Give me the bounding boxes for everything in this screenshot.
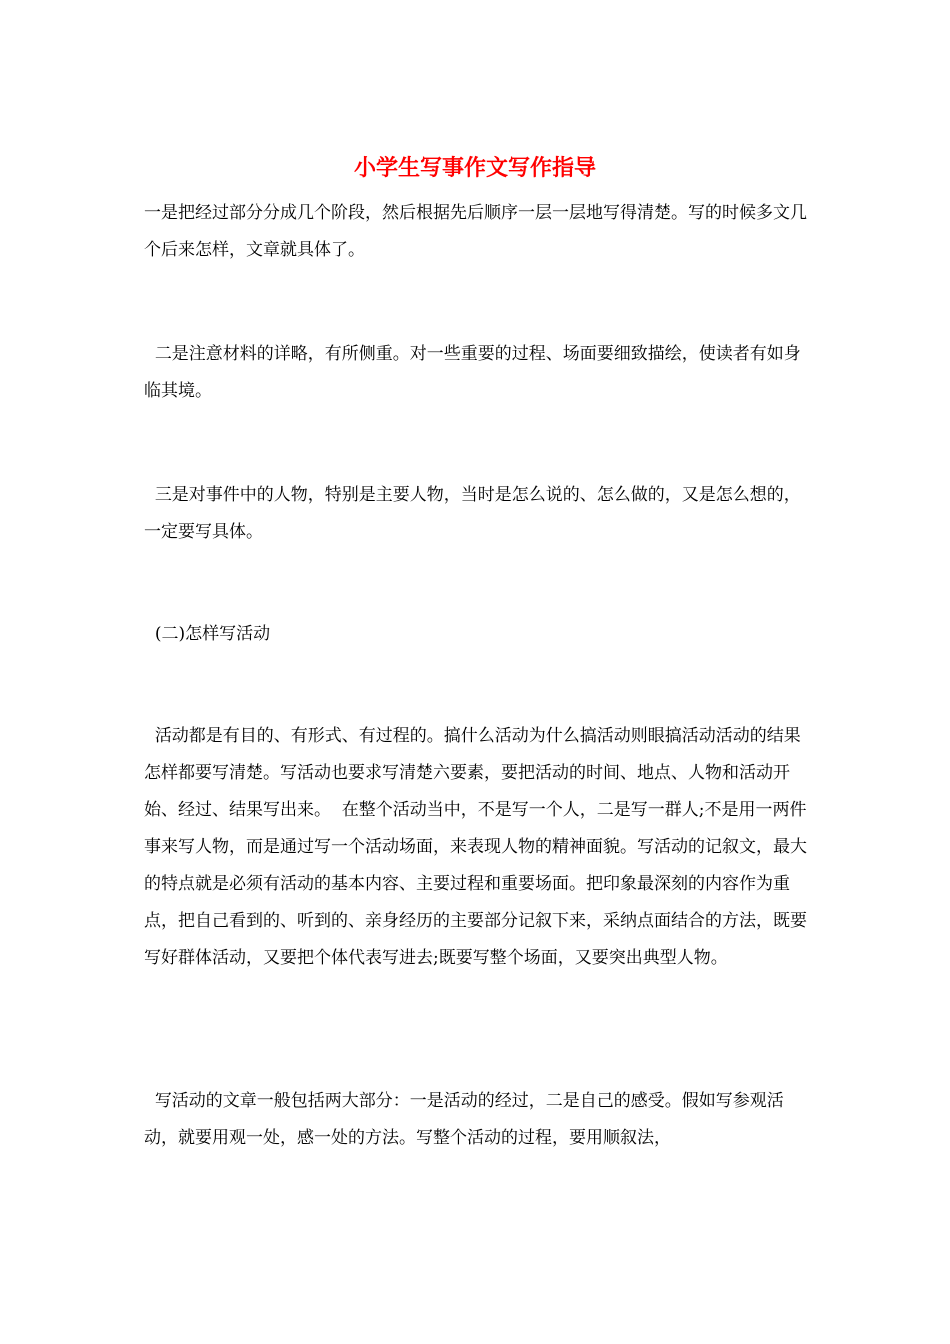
document-title: 小学生写事作文写作指导 xyxy=(353,155,596,181)
section-heading-activity: (二)怎样写活动 xyxy=(144,624,271,644)
paragraph-5: 活动都是有目的、有形式、有过程的。搞什么活动为什么搞活动则眼搞活动活动的结果怎样都要写清楚。写活动也要求写清楚六要素，要把活动的时间、地点、人物和活动开始、经过、结果写出来。 在整个活动当中，不是写一个人，二是写一群人;不是用一两件事来写人物，而是通过写一个活动场面，来表现人物的精神面貌。写活动的记叙文，最大的特点就是必须有活动的基本内容、主要过程和重要场面。把印象最深刻的内容作为重点，把自己看到的、听到的、亲身经历的主要部分记叙下来，采纳点面结合的方法，既要写好群体活动，又要把个体代表写进去;既要写整个场面，又要突出典型人物。 xyxy=(144,726,807,968)
paragraph-3: 三是对事件中的人物，特别是主要人物，当时是怎么说的、怎么做的，又是怎么想的，一定要写具体。 xyxy=(144,485,801,542)
paragraph-2: 二是注意材料的详略，有所侧重。对一些重要的过程、场面要细致描绘，使读者有如身临其境。 xyxy=(144,344,801,401)
paragraph-6: 写活动的文章一般包括两大部分：一是活动的经过，二是自己的感受。假如写参观活动，就要用观一处，感一处的方法。写整个活动的过程，要用顺叙法， xyxy=(144,1091,784,1148)
paragraph-1: 一是把经过部分分成几个阶段，然后根据先后顺序一层一层地写得清楚。写的时候多文几个后来怎样，文章就具体了。 xyxy=(144,203,807,260)
